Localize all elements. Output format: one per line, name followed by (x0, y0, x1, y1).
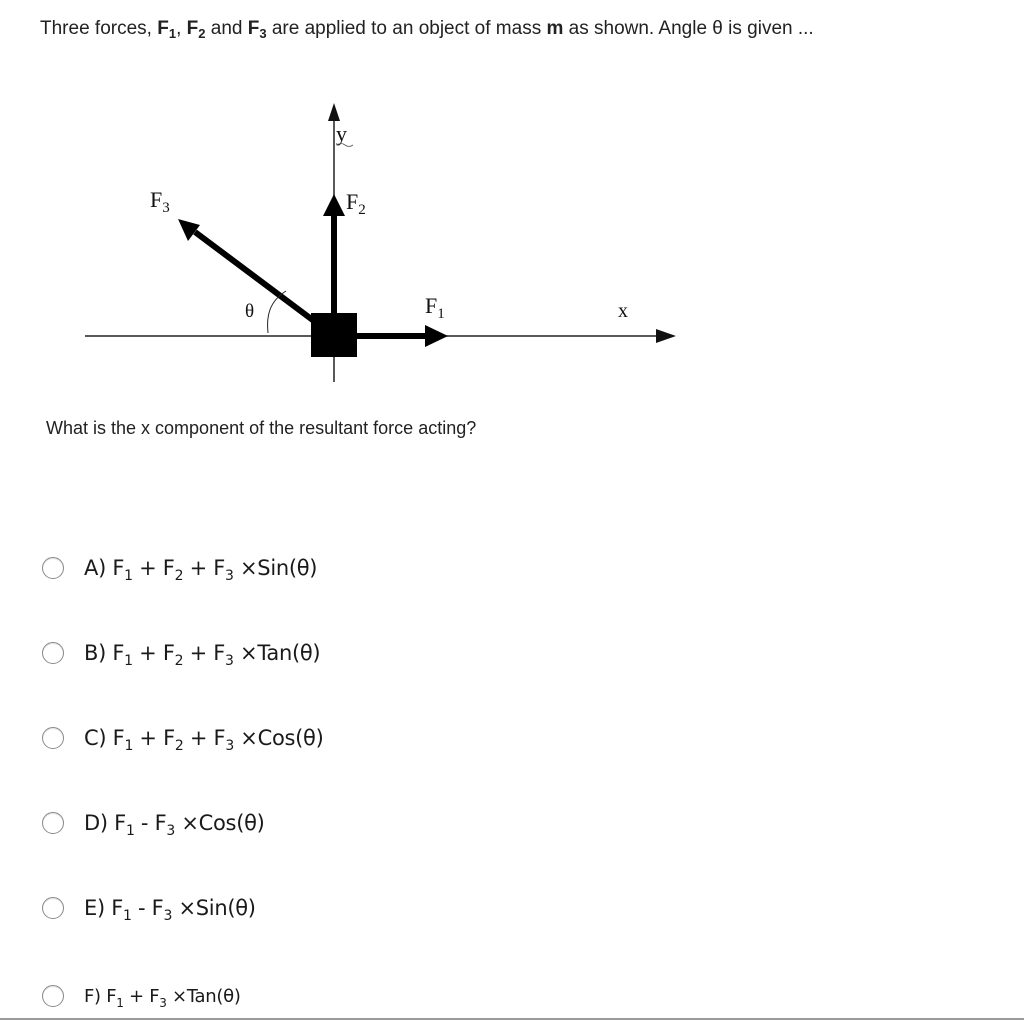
option-c-radio[interactable] (42, 727, 64, 749)
y-axis-label: y (336, 121, 347, 146)
theta-label: θ (245, 301, 255, 322)
option-a-radio[interactable] (42, 557, 64, 579)
f3-label: $F_3$ (150, 187, 170, 216)
question-prompt: What is the x component of the resultant force acting? (46, 418, 477, 438)
option-e-label: E) $F_1 - F_3 \times Sin(\theta)$ (84, 896, 256, 924)
f2-symbol: $F_2$ (186, 18, 206, 41)
f2-arrowhead (323, 194, 345, 216)
option-f-label: F) $F_1 + F_3 \times Tan(\theta)$ (84, 985, 241, 1010)
option-b-radio[interactable] (42, 642, 64, 664)
option-c[interactable] (42, 723, 462, 753)
option-f-radio[interactable] (42, 985, 64, 1007)
option-b[interactable] (42, 638, 462, 668)
mass-symbol: m (546, 18, 564, 39)
intro-sep: , (176, 18, 187, 39)
option-f[interactable] (42, 981, 462, 1011)
option-b-label: B) $F_1 + F_2 + F_3 \times Tan(\theta)$ (84, 641, 321, 669)
x-axis-label: x (618, 300, 628, 322)
mass-block (311, 313, 357, 357)
f1-symbol: $F_1$ (157, 18, 177, 41)
intro-and: and (205, 18, 248, 39)
bottom-divider (0, 1018, 1024, 1020)
f1-arrowhead (425, 325, 448, 347)
option-a-label: A) $F_1 + F_2 + F_3 \times Sin(\theta)$ (84, 556, 318, 584)
x-axis-arrowhead (656, 329, 676, 343)
f3-arrow (195, 232, 314, 321)
y-axis-arrowhead (328, 103, 340, 121)
option-a[interactable] (42, 553, 462, 583)
force-diagram (0, 95, 720, 395)
option-d-radio[interactable] (42, 812, 64, 834)
question-intro (40, 16, 814, 42)
f3-symbol: $F_3$ (247, 18, 267, 41)
option-d[interactable] (42, 808, 462, 838)
option-c-label: C) $F_1 + F_2 + F_3 \times Cos(\theta)$ (84, 726, 324, 754)
f1-label: $F_1$ (425, 293, 445, 322)
option-e-radio[interactable] (42, 897, 64, 919)
f2-label: $F_2$ (346, 189, 366, 218)
option-d-label: D) $F_1 - F_3 \times Cos(\theta)$ (84, 811, 265, 839)
intro-text-1: Three forces, (40, 18, 158, 39)
option-e[interactable] (42, 893, 462, 923)
intro-text-3: as shown. Angle θ is given ... (563, 18, 814, 39)
intro-text-2: are applied to an object of mass (266, 18, 547, 39)
